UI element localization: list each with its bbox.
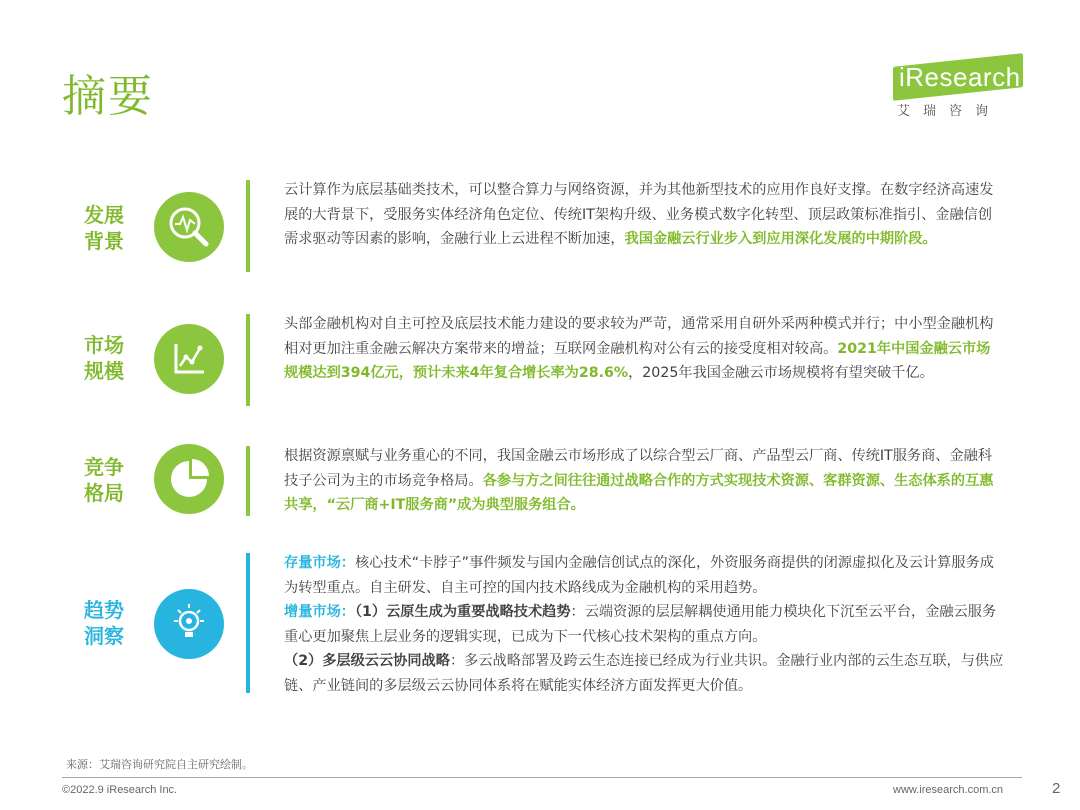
text-highlight: 存量市场： bbox=[284, 555, 355, 571]
text-normal: 核心技术“卡脖子”事件频发与国内金融信创试点的深化，外资服务商提供的闭源虚拟化及云计算服务成为转型重点。自主研发、自主可控的国内技术路线成为金融机构的采用趋势。 bbox=[284, 555, 994, 596]
label-line: 竞争 bbox=[84, 455, 124, 479]
text-normal: ：多云战略部署及跨云生态连接已经成为行业共识。金融行业内部的云生态互联，与供应链、产业链间的多层级云云协同体系将在赋能实体经济方面发挥更大价值。 bbox=[284, 653, 1004, 694]
text-normal: 头部金融机构对自主可控及底层技术能力建设的要求较为严苛，通常采用自研外采两种模式并行；中小型金融机构相对更加注重金融云解决方案带来的增益；互联网金融机构对公有云的接受度相对较高。 bbox=[284, 316, 994, 357]
section-text bbox=[284, 444, 1004, 518]
text-highlight: 各参与方之间往往通过战略合作的方式实现技术资源、客群资源、生态体系的互惠共享，“云厂商+IT服务商”成为典型服务组合。 bbox=[284, 472, 994, 513]
footer-divider bbox=[62, 777, 1022, 778]
section-label bbox=[72, 454, 136, 506]
text-normal: 云计算作为底层基础类技术，可以整合算力与网络资源，并为其他新型技术的应用作良好支撑。在数字经济高速发展的大背景下，受服务实体经济角色定位、传统IT架构升级、业务模式数字化转型、顶层政策标准指引、金融信创需求驱动等因素的影响，金融行业上云进程不断加速， bbox=[284, 182, 994, 247]
text-subhead: （1）云原生成为重要战略技术趋势 bbox=[354, 604, 571, 620]
label-line: 背景 bbox=[84, 229, 124, 253]
section-text bbox=[284, 551, 1004, 698]
logo-text: iResearch bbox=[899, 62, 1021, 92]
section-bar bbox=[246, 180, 250, 272]
section-text bbox=[284, 312, 1004, 386]
iresearch-logo bbox=[893, 56, 1028, 122]
website-link[interactable]: www.iresearch.com.cn bbox=[893, 784, 1004, 796]
label-line: 市场 bbox=[84, 333, 124, 357]
copyright: ©2022.9 iResearch Inc. bbox=[62, 784, 178, 796]
label-line: 发展 bbox=[84, 203, 124, 227]
lightbulb-gear-icon bbox=[154, 589, 224, 659]
section-bar bbox=[246, 553, 250, 693]
line-chart-icon bbox=[154, 324, 224, 394]
section-label bbox=[72, 332, 136, 384]
label-line: 规模 bbox=[84, 359, 124, 383]
page-number: 2 bbox=[1052, 780, 1061, 797]
label-line: 格局 bbox=[84, 481, 124, 505]
section-label bbox=[72, 597, 136, 649]
section-text bbox=[284, 178, 1004, 252]
section-bar bbox=[246, 314, 250, 406]
text-subhead: （2）多层级云云协同战略 bbox=[284, 653, 450, 669]
label-line: 洞察 bbox=[84, 624, 124, 648]
pie-chart-icon bbox=[154, 444, 224, 514]
text-highlight: 增量市场： bbox=[284, 604, 355, 620]
text-highlight: 我国金融云行业步入到应用深化发展的中期阶段。 bbox=[624, 231, 937, 247]
label-line: 趋势 bbox=[84, 598, 124, 622]
section-label bbox=[72, 202, 136, 254]
section-bar bbox=[246, 446, 250, 516]
text-normal: ：云端资源的层层解耦使通用能力模块化下沉至云平台，金融云服务重心更加聚焦上层业务的逻辑实现，已成为下一代核心技术架构的重点方向。 bbox=[284, 604, 997, 645]
page-title: 摘要 bbox=[62, 71, 154, 122]
magnifier-chart-icon bbox=[154, 192, 224, 262]
text-normal: ，2025年我国金融云市场规模将有望突破千亿。 bbox=[628, 365, 934, 381]
text-highlight: 2021年中国金融云市场规模达到394亿元，预计未来4年复合增长率为28.6% bbox=[284, 340, 991, 381]
logo-subtitle: 艾瑞咨询 bbox=[897, 104, 1002, 119]
source-note: 来源：艾瑞咨询研究院自主研究绘制。 bbox=[66, 758, 253, 771]
text-normal: 根据资源禀赋与业务重心的不同，我国金融云市场形成了以综合型云厂商、产品型云厂商、传统IT服务商、金融科技子公司为主的市场竞争格局。 bbox=[284, 448, 993, 489]
